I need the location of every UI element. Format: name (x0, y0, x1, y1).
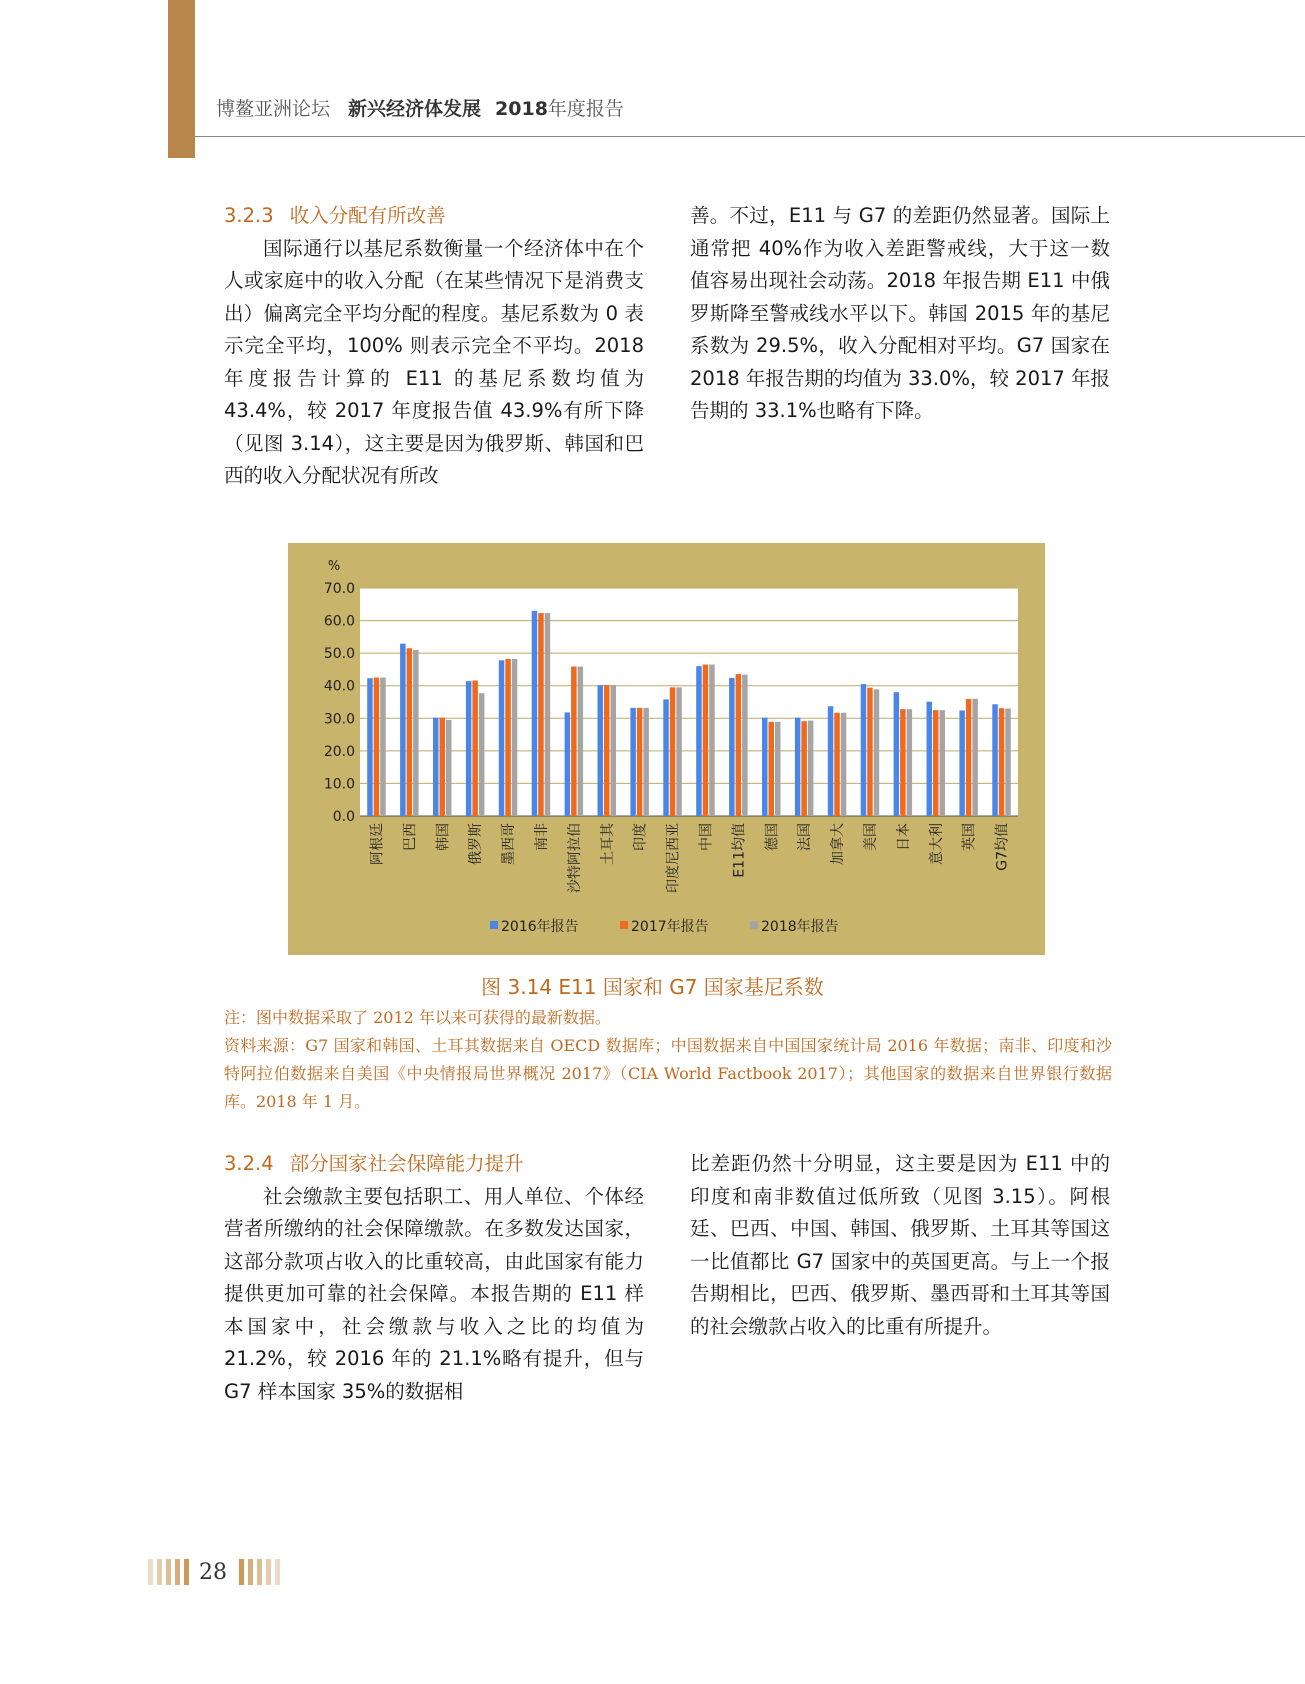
bar-1-1 (407, 648, 413, 816)
x-tick-label: 土耳其 (599, 823, 616, 865)
bar-16-0 (894, 692, 900, 816)
section1-left-column (224, 200, 644, 493)
bar-7-1 (604, 685, 610, 816)
section1-heading (224, 200, 644, 233)
gini-bar-chart (288, 543, 1045, 955)
bar-2-0 (433, 718, 439, 816)
bar-8-1 (637, 708, 643, 816)
x-tick-label: G7均值 (994, 823, 1011, 871)
bar-13-1 (801, 721, 807, 816)
bar-17-0 (927, 702, 933, 816)
bar-15-1 (867, 688, 873, 816)
x-tick-label: 意大利 (928, 823, 945, 865)
bar-11-2 (742, 675, 748, 816)
bar-19-2 (1005, 709, 1011, 816)
x-tick-label: 韩国 (435, 823, 452, 851)
header-accent-bar (168, 0, 195, 158)
x-tick-label: 英国 (961, 823, 978, 851)
y-tick-label: 70.0 (323, 581, 355, 597)
legend-label: 2017年报告 (631, 919, 709, 935)
y-tick-label: 10.0 (323, 776, 355, 793)
bar-7-2 (611, 685, 617, 816)
gini-chart-panel (288, 543, 1045, 955)
bar-16-1 (900, 709, 906, 816)
page-footer (148, 1556, 284, 1588)
section1-title: 收入分配有所改善 (289, 204, 446, 227)
bar-5-1 (538, 613, 544, 816)
section2-left-column (224, 1148, 644, 1408)
bar-6-0 (565, 712, 571, 816)
bar-18-2 (972, 699, 978, 816)
bar-5-2 (545, 613, 551, 816)
x-tick-label: 南非 (533, 823, 550, 851)
bar-11-1 (736, 674, 742, 816)
legend-swatch (620, 921, 628, 929)
bar-15-2 (874, 689, 880, 816)
plot-area (360, 588, 1018, 816)
section2-right-column (690, 1148, 1110, 1343)
bar-11-0 (729, 678, 735, 816)
x-tick-label: 墨西哥 (501, 823, 518, 865)
bar-12-1 (769, 722, 775, 816)
bar-1-0 (400, 644, 406, 816)
bar-13-0 (795, 718, 801, 816)
bar-1-2 (413, 650, 419, 816)
bar-2-2 (446, 720, 452, 816)
legend-swatch (490, 921, 498, 929)
bar-5-0 (532, 611, 538, 816)
bar-6-1 (571, 666, 577, 816)
section2-title: 部分国家社会保障能力提升 (289, 1152, 524, 1175)
bar-3-0 (466, 681, 472, 816)
bar-9-1 (670, 687, 676, 816)
section1-right-column (690, 200, 1110, 428)
figure-note: 注：图中数据采取了 2012 年以来可获得的最新数据。 (224, 1008, 611, 1027)
bar-0-0 (367, 678, 373, 816)
section2-number: 3.2.4 (224, 1152, 274, 1175)
bar-4-1 (505, 659, 511, 816)
legend-swatch (750, 921, 758, 929)
section1-number: 3.2.3 (224, 204, 274, 227)
x-tick-label: 德国 (764, 823, 781, 851)
x-tick-label: 巴西 (402, 823, 419, 851)
bar-8-0 (630, 708, 636, 816)
bar-12-0 (762, 718, 768, 816)
bar-14-0 (828, 706, 834, 816)
x-tick-label: 中国 (698, 823, 715, 851)
bar-19-0 (992, 704, 998, 816)
x-tick-label: 沙特阿拉伯 (566, 823, 583, 893)
bar-2-1 (440, 718, 446, 816)
x-tick-label: 法国 (797, 823, 814, 851)
bar-9-2 (676, 687, 682, 816)
x-tick-label: 加拿大 (830, 823, 847, 865)
figure-caption: 图 3.14 E11 国家和 G7 国家基尼系数 (481, 975, 824, 999)
x-tick-label: 印度 (632, 823, 649, 851)
bar-0-1 (374, 678, 380, 816)
bar-17-1 (933, 710, 939, 816)
bar-3-2 (479, 693, 485, 816)
bar-17-2 (940, 710, 946, 816)
bar-18-1 (966, 699, 972, 816)
x-tick-label: 美国 (862, 823, 879, 851)
footer-stripes-right (239, 1559, 284, 1585)
bar-3-1 (472, 681, 478, 816)
y-tick-label: 0.0 (332, 809, 355, 825)
header-year: 2018 (495, 98, 548, 120)
x-tick-label: 日本 (895, 823, 912, 851)
bar-10-1 (703, 665, 709, 816)
header-book: 新兴经济体发展 (348, 98, 482, 120)
header-rule (195, 136, 1305, 137)
section1-left-paragraph: 国际通行以基尼系数衡量一个经济体中在个人或家庭中的收入分配（在某些情况下是消费支出）偏离完全平均分配的程度。基尼系数为 0 表示完全平均，100% 则表示完全不平均。2018 年度报告计算的 E11 的基尼系数均值为 43.4%，较 2017 年度报告值 43.9%有所下降（见图 3.14），这主要是因为俄罗斯、韩国和巴西的收入分配状况有所改 (224, 236, 644, 487)
legend-label: 2016年报告 (501, 919, 579, 935)
legend-label: 2018年报告 (761, 919, 839, 935)
bar-14-2 (841, 713, 847, 816)
x-tick-label: 印度尼西亚 (665, 823, 682, 893)
bar-0-2 (380, 678, 386, 816)
bar-18-0 (959, 710, 965, 816)
y-tick-label: 40.0 (323, 678, 355, 695)
bar-4-2 (512, 659, 518, 816)
x-tick-label: E11均值 (731, 823, 748, 878)
bar-4-0 (499, 660, 505, 816)
bar-19-1 (999, 708, 1005, 816)
x-tick-label: 阿根廷 (369, 823, 386, 865)
section2-heading (224, 1148, 644, 1181)
bar-6-2 (578, 666, 584, 816)
bar-15-0 (861, 684, 867, 816)
bar-12-2 (775, 722, 781, 816)
bar-8-2 (643, 708, 649, 816)
section1-right-paragraph: 善。不过，E11 与 G7 的差距仍然显著。国际上通常把 40%作为收入差距警戒线，大于这一数值容易出现社会动荡。2018 年报告期 E11 中俄罗斯降至警戒线水平以下。韩国 2015 年的基尼系数为 29.5%，收入分配相对平均。G7 国家在 2018 年报告期的均值为 33.0%，较 2017 年报告期的 33.1%也略有下降。 (690, 204, 1110, 422)
bar-10-2 (709, 665, 715, 816)
section2-right-paragraph: 比差距仍然十分明显，这主要是因为 E11 中的印度和南非数值过低所致（见图 3.15）。阿根廷、巴西、中国、韩国、俄罗斯、土耳其等国这一比值都比 G7 国家中的英国更高。与上一个报告期相比，巴西、俄罗斯、墨西哥和土耳其等国的社会缴款占收入的比重有所提升。 (690, 1152, 1110, 1338)
y-tick-label: 60.0 (323, 613, 355, 630)
bar-14-1 (834, 713, 840, 816)
x-tick-label: 俄罗斯 (468, 823, 485, 865)
figure-source: 资料来源：G7 国家和韩国、土耳其数据来自 OECD 数据库；中国数据来自中国国家统计局 2016 年数据；南非、印度和沙特阿拉伯数据来自美国《中央情报局世界概况 2017》（CIA World Factbook 2017）；其他国家的数据来自世界银行数据库。2018 年 1 月。 (224, 1036, 1112, 1111)
footer-stripes-left (148, 1559, 193, 1585)
bar-13-2 (808, 721, 814, 816)
y-tick-label: 50.0 (323, 646, 355, 663)
bar-16-2 (907, 709, 913, 816)
bar-10-0 (696, 666, 702, 816)
running-header (216, 94, 624, 121)
y-axis-label: % (327, 559, 341, 574)
header-forum: 博鳌亚洲论坛 (216, 98, 331, 120)
header-report: 年度报告 (547, 98, 624, 120)
y-tick-label: 20.0 (323, 743, 355, 760)
bar-7-0 (598, 685, 604, 816)
section2-left-paragraph: 社会缴款主要包括职工、用人单位、个体经营者所缴纳的社会保障缴款。在多数发达国家，这部分款项占收入的比重较高，由此国家有能力提供更加可靠的社会保障。本报告期的 E11 样本国家中，社会缴款与收入之比的均值为 21.2%，较 2016 年的 21.1%略有提升，但与 G7 样本国家 35%的数据相 (224, 1184, 644, 1403)
bar-9-0 (663, 699, 669, 816)
y-tick-label: 30.0 (323, 711, 355, 728)
page-number: 28 (199, 1559, 227, 1585)
figure-notes (224, 1004, 1112, 1116)
